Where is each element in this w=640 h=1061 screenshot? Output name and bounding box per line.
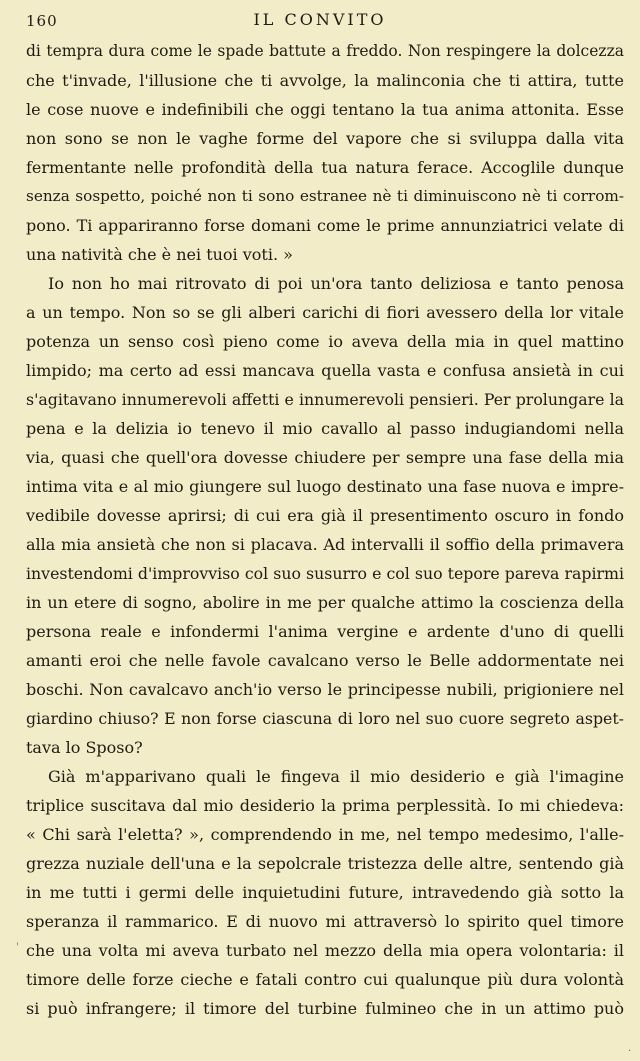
- running-title: IL CONVITO: [253, 10, 387, 29]
- page-number: 160: [26, 12, 58, 30]
- text-line: di tempra dura come le spade battute a freddo. Non respingere la dolcezza: [26, 42, 624, 60]
- text-line: investendomi d'improvviso col suo susurro e col suo tepore pareva rapirmi: [26, 564, 624, 583]
- text-line: in un etere di sogno, abolire in me per qualche attimo la coscienza della: [26, 593, 624, 612]
- text-line: timore delle forze cieche e fatali contro cui qualunque più dura volontà: [26, 970, 624, 989]
- margin-speck: ·: [628, 1046, 632, 1057]
- text-line: fermentante nelle profondità della tua natura ferace. Accoglile dunque: [26, 158, 624, 177]
- text-line: intima vita e al mio giungere sul luogo destinato una fase nuova e impre-: [26, 477, 624, 496]
- text-line: una natività che è nei tuoi voti. »: [26, 245, 293, 264]
- text-line: pono. Ti appariranno forse domani come le prime annunziatrici velate di: [26, 216, 624, 235]
- text-line: Io non ho mai ritrovato di poi un'ora tanto deliziosa e tanto penosa: [48, 274, 624, 293]
- body-text: [26, 37, 624, 1023]
- text-line: pena e la delizia io tenevo il mio cavallo al passo indugiandomi nella: [26, 419, 624, 438]
- text-line: potenza un senso così pieno come io aveva della mia in quel mattino: [26, 332, 624, 351]
- text-line: senza sospetto, poiché non ti sono estranee nè ti diminuiscono nè ti corrom-: [26, 187, 624, 205]
- text-line: amanti eroi che nelle favole cavalcano verso le Belle addormentate nei: [26, 651, 624, 670]
- text-line: s'agitavano innumerevoli affetti e innumerevoli pensieri. Per prolungare la: [26, 390, 624, 409]
- text-line: tava lo Sposo?: [26, 738, 143, 757]
- text-line: alla mia ansietà che non si placava. Ad intervalli il soffio della primavera: [26, 535, 624, 554]
- text-line: le cose nuove e indefinibili che oggi tentano la tua anima attonita. Esse: [26, 100, 624, 119]
- text-line: Già m'apparivano quali le fingeva il mio desiderio e già l'imagine: [48, 767, 624, 786]
- text-line: grezza nuziale dell'una e la sepolcrale tristezza delle altre, sentendo già: [26, 854, 624, 873]
- text-line: giardino chiuso? E non forse ciascuna di loro nel suo cuore segreto aspet-: [26, 709, 624, 728]
- text-line: boschi. Non cavalcavo anch'io verso le principesse nubili, prigioniere nel: [26, 680, 624, 699]
- text-line: in me tutti i germi delle inquietudini future, intravedendo già sotto la: [26, 883, 624, 902]
- text-line: si può infrangere; il timore del turbine fulmineo che in un attimo può: [26, 999, 624, 1018]
- text-line: limpido; ma certo ad essi mancava quella vasta e confusa ansietà in cui: [26, 361, 624, 380]
- text-line: « Chi sarà l'eletta? », comprendendo in me, nel tempo medesimo, l'alle-: [26, 825, 624, 844]
- margin-speck: ': [16, 942, 19, 953]
- text-line: che t'invade, l'illusione che ti avvolge, la malinconia che ti attira, tutte: [26, 71, 624, 90]
- text-line: non sono se non le vaghe forme del vapore che si sviluppa dalla vita: [26, 129, 624, 148]
- text-line: triplice suscitava dal mio desiderio la prima perplessità. Io mi chiedeva:: [26, 796, 624, 815]
- text-line: speranza il rammarico. E di nuovo mi attraversò lo spirito quel timore: [26, 912, 624, 931]
- page-header: [18, 10, 622, 34]
- text-line: che una volta mi aveva turbato nel mezzo della mia opera volontaria: il: [26, 941, 624, 960]
- text-line: persona reale e infondermi l'anima vergine e ardente d'uno di quelli: [26, 622, 624, 641]
- text-line: vedibile dovesse aprirsi; di cui era già il presentimento oscuro in fondo: [26, 506, 624, 525]
- text-line: via, quasi che quell'ora dovesse chiudere per sempre una fase della mia: [26, 448, 624, 467]
- text-line: a un tempo. Non so se gli alberi carichi di fiori avessero della lor vitale: [26, 303, 624, 322]
